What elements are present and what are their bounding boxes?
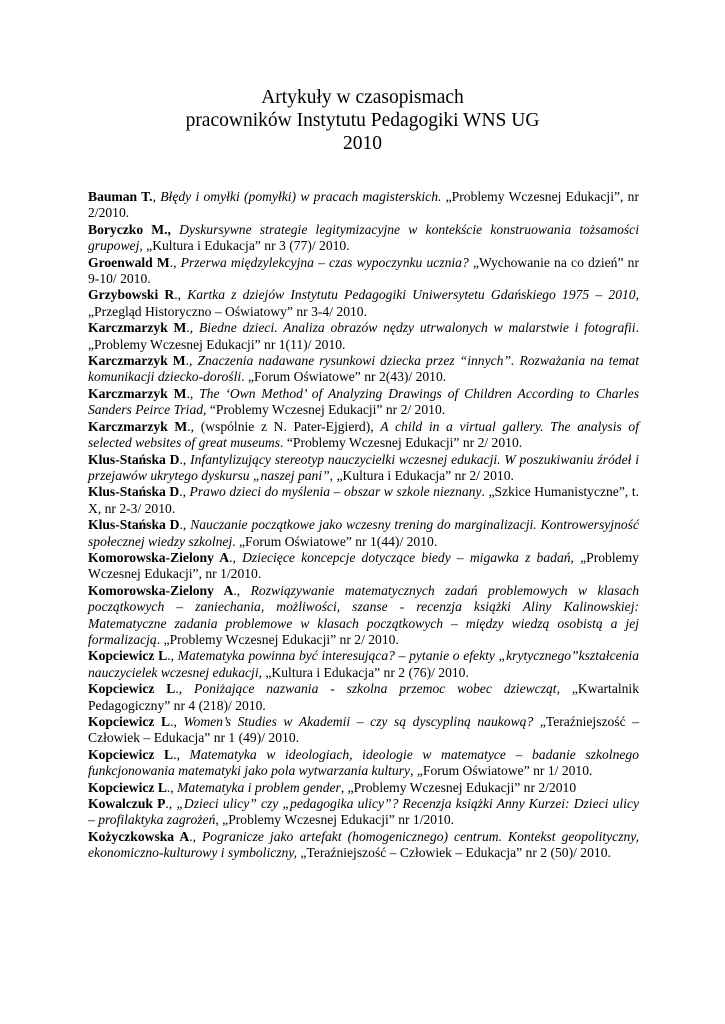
bibliography-entry	[88, 583, 639, 649]
bibliography-entry	[88, 796, 639, 829]
bibliography-entry	[88, 747, 639, 780]
entry-text: . “Problemy Wczesnej Edukacji” nr 2/ 2010.	[280, 435, 523, 451]
entry-author: Karczmarzyk M	[88, 385, 187, 401]
bibliography-entry	[88, 484, 639, 517]
entry-text: „Wychowanie na co dzień” nr 9-10/ 2010.	[88, 254, 639, 287]
entry-author: Komorowska-Zielony A	[88, 549, 230, 565]
bibliography-entry	[88, 714, 639, 747]
entry-title-italic: Matematyka i problem gender	[177, 779, 341, 795]
entry-text: .,	[179, 484, 190, 500]
entry-author: Klus-Stańska D	[88, 451, 180, 467]
entry-title-italic: Biedne dzieci. Analiza obrazów nędzy utrwalonych w malarstwie i fotografii	[198, 320, 636, 336]
document-title	[0, 86, 725, 155]
entry-text: , „Kultura i Edukacja” nr 3 (77)/ 2010.	[139, 238, 350, 254]
title-line-2: pracowników Instytutu Pedagogiki WNS UG	[185, 110, 540, 131]
entry-title-italic: Matematyka w ideologiach, ideologie w matematyce – badanie szkolnego funkcjonowania matematyki jako pola wytwarzania kultury	[88, 746, 639, 779]
entry-text: ., (wspólnie z N. Pater-Ejgierd),	[187, 418, 381, 434]
entry-text: .,	[167, 648, 178, 664]
bibliography-entry	[88, 648, 639, 681]
entry-title-italic: Dyskursywne strategie legitymizacyjne w kontekście konstruowania tożsamości grupowej	[88, 221, 639, 254]
entry-author: Kopciewicz L	[88, 746, 174, 762]
entry-text: .,	[173, 746, 190, 762]
entry-text: .,	[165, 796, 177, 812]
bibliography-entry	[88, 681, 639, 714]
entry-title-italic: Infantylizujący stereotyp nauczycielki wczesnej edukacji. W poszukiwaniu źródeł i przejawów ukrytego dyskursu „naszej pani”	[88, 451, 639, 483]
entry-title-italic: Poniżające nazwania - szkolna przemoc wobec dziewcząt,	[194, 681, 560, 697]
entry-text: . „Problemy Wczesnej Edukacji” nr 1(11)/ 2010.	[88, 320, 639, 352]
entry-text: .,	[175, 681, 195, 697]
entry-text: , „Problemy Wczesnej Edukacji” nr 1/2010.	[215, 812, 455, 828]
entry-text: .,	[170, 714, 184, 729]
entry-title-italic: Rozwiązywanie matematycznych zadań problemowych w klasach początkowych – zaniechania, możliwości, szanse - recenzja książki Aliny Kalinowskiej: Matematyczne zadania problemowe w klasach początkowych – między wiedzą osobistą a jej formalizacją	[88, 582, 639, 647]
entry-text: . „Forum Oświatowe” nr 1(44)/ 2010.	[232, 533, 438, 549]
entry-text: .,	[229, 549, 243, 565]
entry-author: Karczmarzyk M	[88, 353, 186, 369]
entry-text: . „Forum Oświatowe” nr 2(43)/ 2010.	[241, 369, 447, 385]
entry-author: Kopciewicz L	[88, 648, 168, 664]
entry-text: „Problemy Wczesnej Edukacji”, nr 2/2010.	[88, 189, 639, 221]
bibliography-list	[88, 189, 639, 862]
bibliography-entry	[88, 255, 639, 288]
bibliography-entry	[88, 517, 639, 550]
bibliography-entry	[88, 222, 639, 255]
entry-author: Kopciewicz L	[88, 779, 167, 795]
entry-text: .,	[186, 385, 200, 401]
entry-title-italic: „Dzieci ulicy” czy „pedagogika ulicy”? Recenzja książki Anny Kurzei: Dzieci ulicy – profilaktyka zagrożeń	[88, 796, 639, 828]
bibliography-entry	[88, 353, 639, 386]
bibliography-entry	[88, 189, 639, 222]
entry-author: Groenwald M	[88, 254, 170, 270]
entry-author: Kowalczuk P	[88, 796, 166, 812]
entry-title-italic: Women’s Studies w Akademii – czy są dyscypliną naukową?	[183, 714, 534, 729]
entry-title-italic: Błędy i omyłki (pomyłki) w pracach magisterskich.	[160, 189, 442, 204]
entry-text: .,	[166, 779, 178, 795]
title-year: 2010	[343, 133, 382, 154]
entry-author: Kopciewicz L	[88, 681, 176, 697]
entry-text: . „Szkice Humanistyczne”, t. X, nr 2-3/ 2010.	[88, 484, 639, 516]
entry-text: , „Kultura i Edukacja” nr 2/ 2010.	[329, 467, 514, 483]
entry-text: .,	[179, 517, 191, 533]
entry-text: .,	[233, 582, 251, 598]
entry-author: Komorowska-Zielony A	[88, 582, 234, 598]
bibliography-entry	[88, 829, 639, 862]
entry-text: , „Forum Oświatowe” nr 1/ 2010.	[410, 763, 593, 779]
entry-author: Kożyczkowska A	[88, 828, 190, 844]
entry-text: .,	[174, 287, 188, 303]
entry-text: .,	[186, 320, 199, 336]
entry-text: . „Problemy Wczesnej Edukacji” nr 2/ 2010.	[156, 631, 399, 647]
bibliography-entry	[88, 320, 639, 353]
entry-title-italic: Nauczanie początkowe jako wczesny trening do marginalizacji. Kontrowersyjność społecznej wiedzy szkolnej	[88, 517, 639, 549]
entry-author: Boryczko M.,	[88, 221, 171, 237]
entry-title-italic: The ‘Own Method’ of Analyzing Drawings of Children According to Charles Sanders Peirce Triad	[88, 385, 639, 418]
entry-text: , “Problemy Wczesnej Edukacji” nr 2/ 2010.	[203, 402, 446, 418]
entry-author: Grzybowski R	[88, 287, 175, 303]
entry-text	[171, 222, 179, 237]
entry-title-italic: Pogranicze jako artefakt (homogenicznego) centrum. Kontekst geopolityczny, ekonomiczno-kulturowy i symboliczny,	[88, 828, 639, 861]
entry-author: Klus-Stańska D	[88, 517, 180, 533]
entry-text: „Kultura i Edukacja” nr 2 (76)/ 2010.	[262, 664, 469, 680]
entry-author: Kopciewicz L	[88, 714, 171, 729]
entry-author: Bauman T.	[88, 189, 153, 204]
title-line-1: Artykuły w czasopismach	[261, 87, 464, 108]
entry-author: Karczmarzyk M	[88, 418, 188, 434]
entry-author: Karczmarzyk M	[88, 320, 187, 336]
entry-title-italic: Matematyka powinna być interesująca? – pytanie o efekty „krytycznego”kształcenia nauczycielek wczesnej edukacji,	[88, 648, 640, 680]
entry-title-italic: A child in a virtual gallery. The analysis of selected websites of great museums	[88, 418, 639, 451]
entry-text: , „Problemy Wczesnej Edukacji” nr 2/2010	[340, 779, 577, 795]
bibliography-entry	[88, 386, 639, 419]
entry-text: „Przegląd Historyczno – Oświatowy” nr 3-4/ 2010.	[88, 303, 367, 319]
entry-title-italic: Prawo dzieci do myślenia – obszar w szkole nieznany	[189, 484, 482, 500]
bibliography-entry	[88, 780, 639, 796]
entry-text: , „Problemy Wczesnej Edukacji”, nr 1/2010.	[88, 549, 639, 582]
entry-title-italic: Przerwa międzylekcyjna – czas wypoczynku ucznia?	[180, 254, 469, 270]
entry-title-italic: Dziecięce koncepcje dotyczące biedy – migawka z badań	[242, 549, 571, 565]
entry-text: „Teraźniejszość – Człowiek – Edukacja” nr 1 (49)/ 2010.	[88, 714, 640, 746]
entry-title-italic: Znaczenia nadawane rysunkowi dziecka przez “innych”. Rozważania na temat komunikacji dziecko-dorośli	[88, 353, 639, 385]
bibliography-entry	[88, 550, 639, 583]
entry-text: .,	[189, 828, 202, 844]
entry-text: „Kwartalnik Pedagogiczny” nr 4 (218)/ 2010.	[88, 681, 640, 713]
entry-text: .,	[169, 254, 181, 270]
entry-text: „Teraźniejszość – Człowiek – Edukacja” nr 2 (50)/ 2010.	[297, 845, 611, 861]
entry-text: .,	[185, 353, 198, 369]
entry-text: .,	[179, 451, 191, 467]
entry-text: ,	[152, 189, 161, 204]
bibliography-entry	[88, 452, 639, 485]
bibliography-entry	[88, 287, 639, 320]
bibliography-entry	[88, 419, 639, 452]
entry-author: Klus-Stańska D	[88, 484, 180, 500]
entry-title-italic: Kartka z dziejów Instytutu Pedagogiki Uniwersytetu Gdańskiego 1975 – 2010,	[187, 287, 639, 303]
